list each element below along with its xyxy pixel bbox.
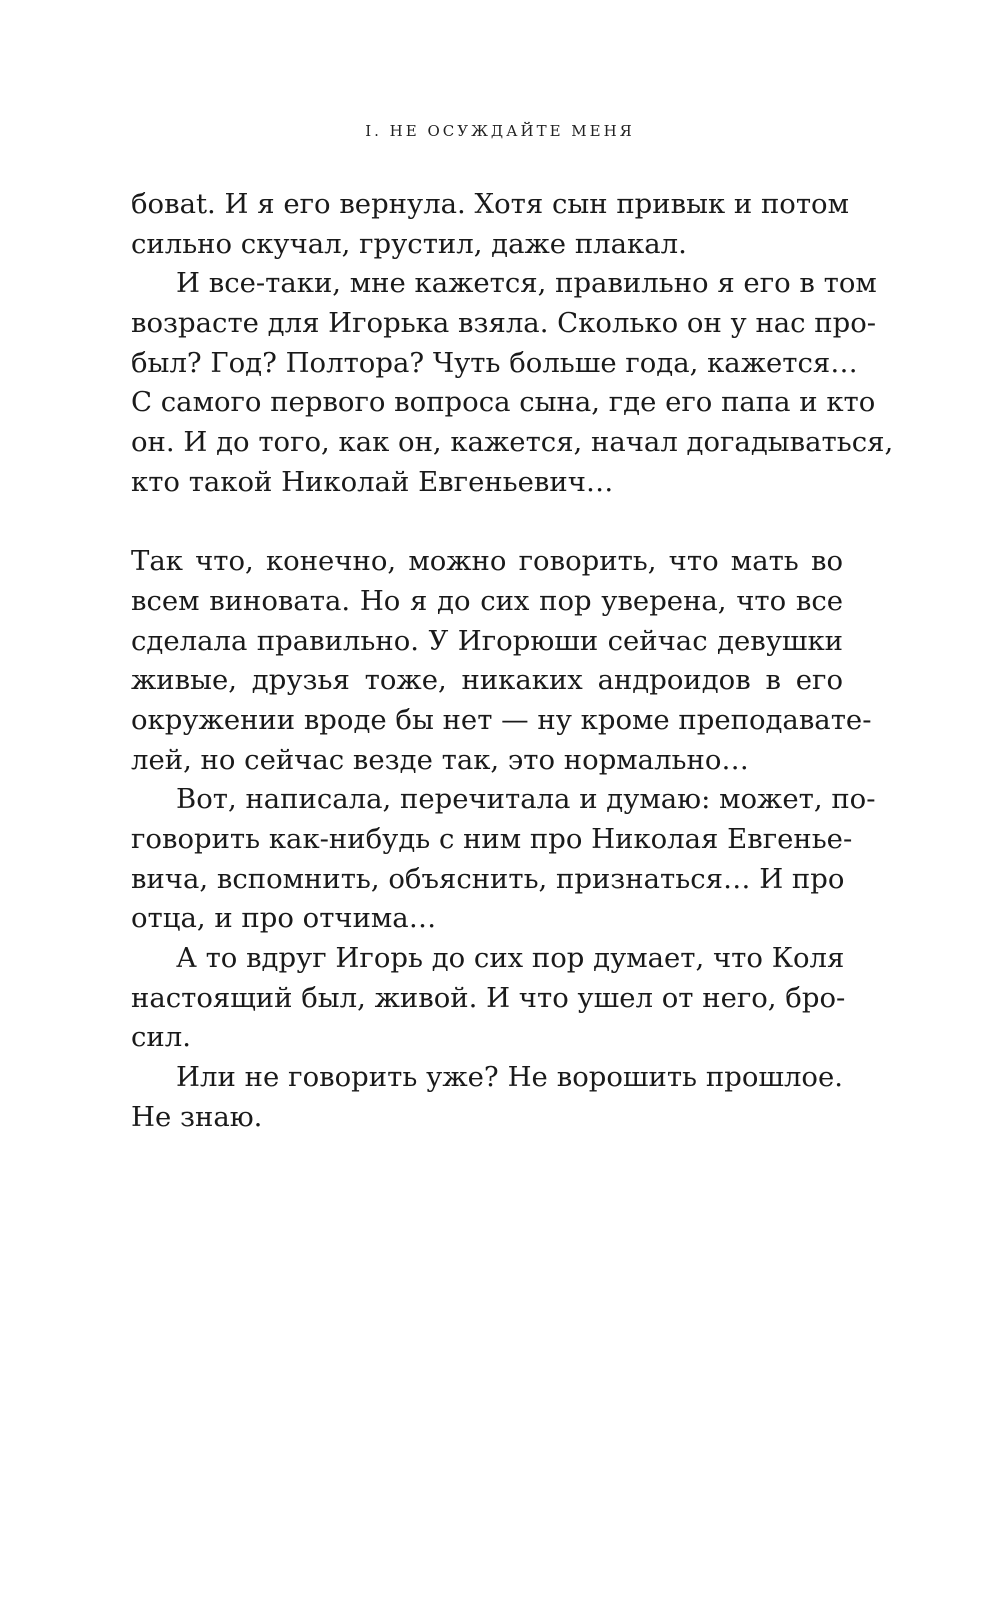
text-line: живые, друзья тоже, никаких андроидов в его	[131, 664, 843, 697]
text-line: отца, и про отчима…	[131, 902, 437, 935]
body-text	[131, 185, 894, 1138]
text-line: всем виновата. Но я до сих пор уверена, что все	[131, 584, 843, 617]
text-line: он. И до того, как он, кажется, начал догадываться,	[131, 426, 894, 459]
text-line: настоящий был, живой. И что ушел от него, бро-	[131, 981, 846, 1014]
text-line: сделала правильно. У Игорюши сейчас девушки	[131, 624, 843, 657]
text-line: И все-таки, мне кажется, правильно я его в том	[176, 267, 877, 300]
text-line: лей, но сейчас везде так, это нормально…	[131, 743, 749, 776]
text-line: сильно скучал, грустил, даже плакал.	[131, 227, 687, 260]
text-line: Вот, написала, перечитала и думаю: может, по-	[176, 783, 876, 816]
text-line: Так что, конечно, можно говорить, что мать во	[131, 545, 843, 578]
text-line: кто такой Николай Евгеньевич…	[131, 465, 614, 498]
text-line: возрасте для Игорька взяла. Сколько он у нас про-	[131, 307, 877, 340]
text-line: окружении вроде бы нет — ну кроме преподавате-	[131, 703, 872, 736]
blank-line	[131, 503, 843, 543]
text-line: А то вдруг Игорь до сих пор думает, что Коля	[176, 942, 845, 975]
text-line: был? Год? Полтора? Чуть больше года, кажется…	[131, 346, 858, 379]
text-line: бовat. И я его вернула. Хотя сын привык и потом	[131, 188, 850, 220]
text-line: С самого первого вопроса сына, где его папа и кто	[131, 386, 876, 419]
text-line: Или не говорить уже? Не ворошить прошлое.	[176, 1061, 843, 1094]
text-line: сил.	[131, 1021, 191, 1054]
running-head: I. НЕ ОСУЖДАЙТЕ МЕНЯ	[365, 122, 635, 140]
text-line: Не знаю.	[131, 1100, 263, 1133]
text-line: вича, вспомнить, объяснить, признаться… И про	[131, 862, 845, 895]
text-line: говорить как-нибудь с ним про Николая Евгенье-	[131, 823, 853, 855]
